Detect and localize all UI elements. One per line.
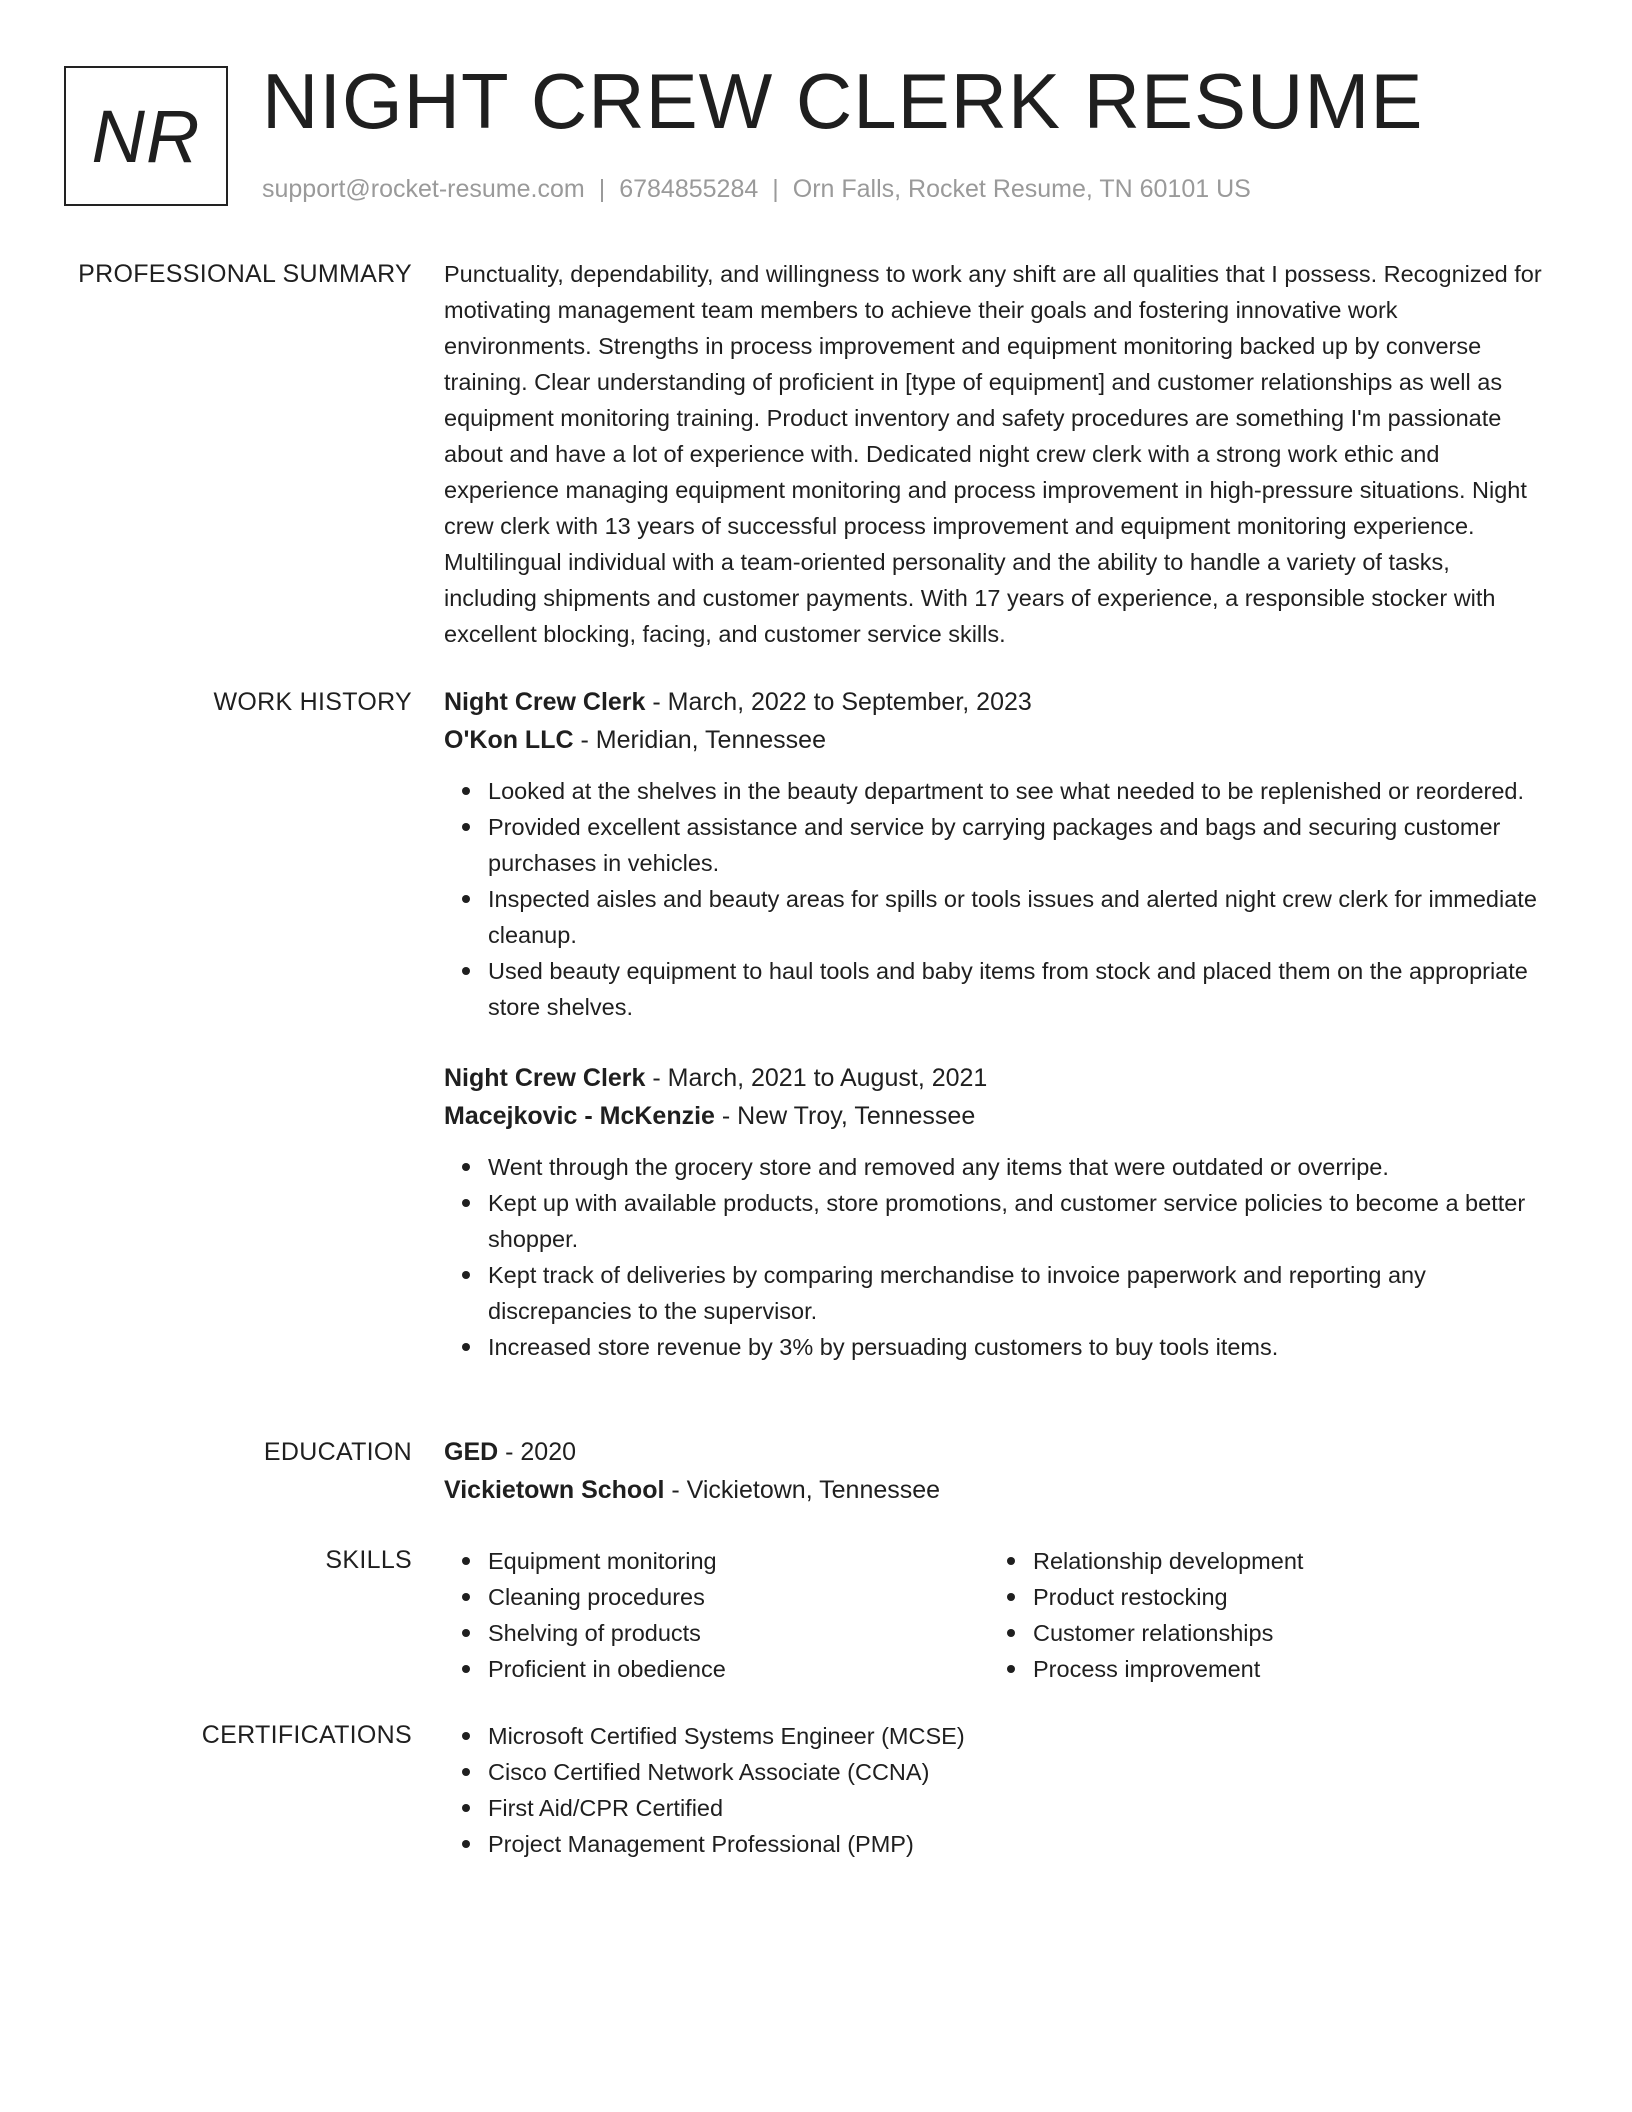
contact-separator: | (598, 175, 606, 203)
contact-line (262, 172, 1251, 206)
summary-text: Punctuality, dependability, and willingness to work any shift are all qualities that I possess. Recognized for motivating management team members to achieve their goals and fostering innovative work environments. Strengths in process improvement and equipment monitoring backed up by converse training. Clear understanding of proficient in [type of equipment] and customer relationships as well as equipment monitoring training. Product inventory and safety procedures are something I'm passionate about and have a lot of experience with. Dedicated night crew clerk with a strong work ethic and experience managing equipment monitoring and process improvement in high-pressure situations. Night crew clerk with 13 years of successful process improvement and equipment monitoring experience. Multilingual individual with a team-oriented personality and the ability to handle a variety of tasks, including shipments and customer payments. With 17 years of experience, a responsible stocker with excellent blocking, facing, and customer service skills. (444, 261, 1542, 647)
job-bullet: Looked at the shelves in the beauty department to see what needed to be replenished or reordered. (488, 773, 1548, 809)
education-degree-line (444, 1433, 1548, 1471)
job-bullets (444, 1149, 1548, 1365)
skills-section (444, 1543, 1548, 1687)
job-company-line (444, 721, 1548, 759)
job-title: Night Crew Clerk (444, 1064, 646, 1092)
job-entry (444, 1059, 1548, 1365)
education-year: - 2020 (498, 1438, 577, 1466)
job-company: O'Kon LLC (444, 726, 574, 754)
job-bullets (444, 773, 1548, 1025)
job-title: Night Crew Clerk (444, 688, 646, 716)
skill-item: Cleaning procedures (488, 1579, 989, 1615)
summary-section (444, 256, 1548, 652)
monogram-box (64, 66, 228, 206)
job-company-line (444, 1097, 1548, 1135)
job-bullet: Kept track of deliveries by comparing merchandise to invoice paperwork and reporting any discrepancies to the supervisor. (488, 1257, 1548, 1329)
job-location: - New Troy, Tennessee (714, 1102, 976, 1130)
contact-separator: | (772, 175, 779, 203)
job-bullet: Kept up with available products, store promotions, and customer service policies to become a better shopper. (488, 1185, 1548, 1257)
skill-item: Shelving of products (488, 1615, 989, 1651)
certification-item: First Aid/CPR Certified (488, 1790, 1548, 1826)
job-dates: - March, 2021 to August, 2021 (645, 1064, 988, 1092)
education-school-line (444, 1471, 1548, 1509)
skills-list-left (444, 1543, 989, 1687)
skill-item: Customer relationships (1033, 1615, 1534, 1651)
skill-item: Process improvement (1033, 1651, 1534, 1687)
certification-item: Cisco Certified Network Associate (CCNA) (488, 1754, 1548, 1790)
education-location: - Vickietown, Tennessee (664, 1476, 941, 1504)
certification-item: Project Management Professional (PMP) (488, 1826, 1548, 1862)
job-bullet: Provided excellent assistance and service by carrying packages and bags and securing customer purchases in vehicles. (488, 809, 1548, 881)
resume-title: NIGHT CREW CLERK RESUME (262, 57, 1424, 145)
skill-item: Product restocking (1033, 1579, 1534, 1615)
skills-list-right (989, 1543, 1534, 1687)
job-entry (444, 683, 1548, 1025)
section-label-education: EDUCATION (263, 1438, 412, 1466)
certification-item: Microsoft Certified Systems Engineer (MCSE) (488, 1718, 1548, 1754)
certifications-list (444, 1718, 1548, 1862)
monogram-initials: NR (91, 94, 201, 178)
job-title-line (444, 683, 1548, 721)
contact-address: Orn Falls, Rocket Resume, TN 60101 US (792, 175, 1251, 203)
skills-grid (444, 1543, 1548, 1687)
job-company: Macejkovic - McKenzie (444, 1102, 715, 1130)
job-dates: - March, 2022 to September, 2023 (645, 688, 1032, 716)
job-title-line (444, 1059, 1548, 1097)
section-label-work-history: WORK HISTORY (213, 688, 412, 716)
contact-email[interactable]: support@rocket-resume.com (262, 175, 585, 203)
skill-item: Relationship development (1033, 1543, 1534, 1579)
work-history-section (444, 683, 1548, 1365)
skill-item: Proficient in obedience (488, 1651, 989, 1687)
job-bullet: Went through the grocery store and removed any items that were outdated or overripe. (488, 1149, 1548, 1185)
job-bullet: Inspected aisles and beauty areas for spills or tools issues and alerted night crew clerk for immediate cleanup. (488, 881, 1548, 953)
certifications-section (444, 1718, 1548, 1862)
section-label-certifications: CERTIFICATIONS (201, 1721, 412, 1749)
section-label-summary: PROFESSIONAL SUMMARY (78, 260, 412, 288)
skill-item: Equipment monitoring (488, 1543, 989, 1579)
education-school: Vickietown School (444, 1476, 665, 1504)
contact-phone[interactable]: 6784855284 (619, 175, 759, 203)
section-label-skills: SKILLS (325, 1546, 412, 1574)
job-bullet: Increased store revenue by 3% by persuading customers to buy tools items. (488, 1329, 1548, 1365)
education-section (444, 1433, 1548, 1509)
education-degree: GED (444, 1438, 499, 1466)
job-bullet: Used beauty equipment to haul tools and baby items from stock and placed them on the appropriate store shelves. (488, 953, 1548, 1025)
job-location: - Meridian, Tennessee (573, 726, 826, 754)
